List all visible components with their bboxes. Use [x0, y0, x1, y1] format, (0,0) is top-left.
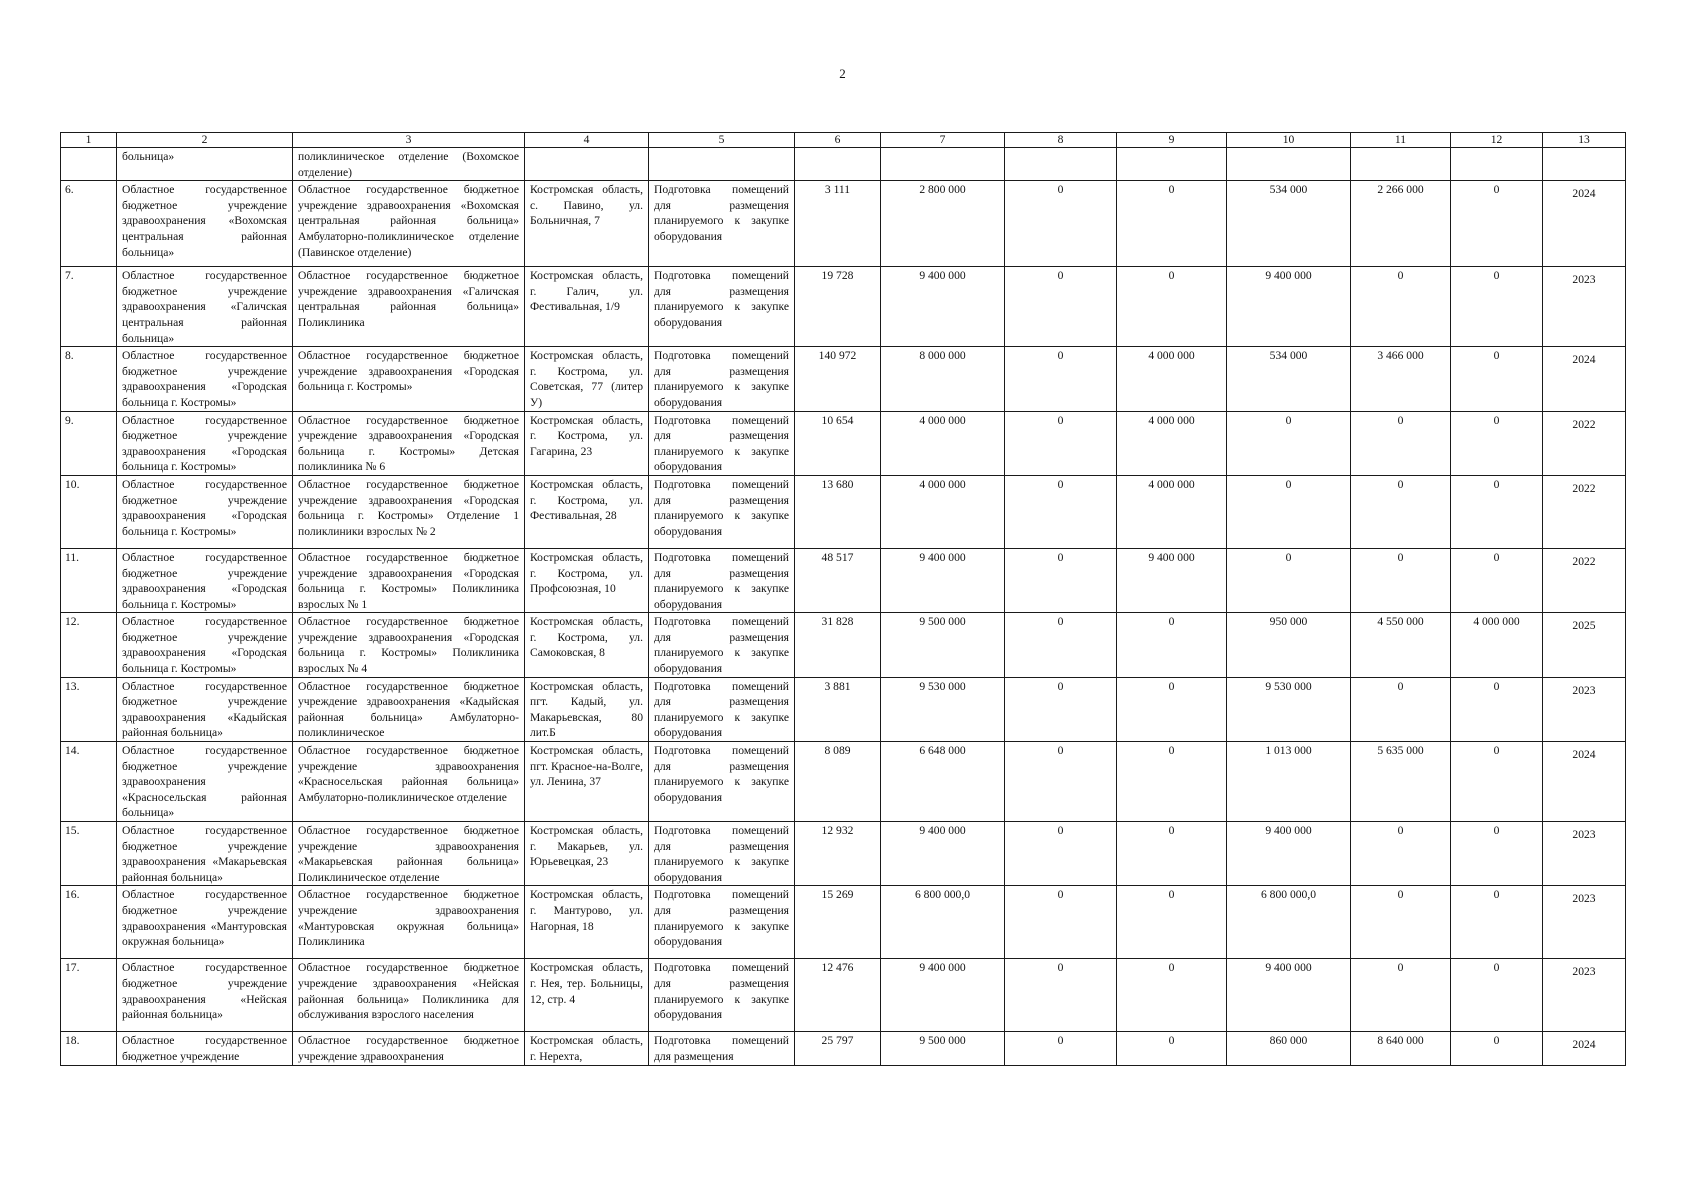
- completion-year-text: 2023: [1572, 273, 1596, 287]
- area-value: 13 680: [795, 475, 881, 548]
- facility-name: Областное государственное бюджетное учреждение здравоохранения «Мантуровская окружная больница» Поликлиника: [293, 886, 525, 959]
- completion-year-text: 2023: [1572, 965, 1596, 979]
- funding-col-9: 4 000 000: [1117, 475, 1227, 548]
- completion-year: [1543, 411, 1626, 475]
- row-number: 15.: [61, 822, 117, 886]
- funding-col-11: 0: [1351, 822, 1451, 886]
- funding-col-12: 0: [1451, 411, 1543, 475]
- table-row: [61, 548, 1626, 612]
- institution-name: Областное государственное бюджетное учреждение здравоохранения «Нейская районная больница»: [117, 959, 293, 1032]
- facility-address: Костромская область, г. Нея, тер. Больницы, 12, стр. 4: [525, 959, 649, 1032]
- funding-col-11: [1351, 148, 1451, 181]
- funding-col-12: 0: [1451, 548, 1543, 612]
- completion-year-text: 2022: [1572, 417, 1596, 431]
- completion-year-text: 2024: [1572, 187, 1596, 201]
- funding-col-11: 2 266 000: [1351, 181, 1451, 267]
- institution-name: Областное государственное бюджетное учреждение: [117, 1032, 293, 1065]
- work-purpose: Подготовка помещений для размещения планируемого к закупке оборудования: [649, 267, 795, 347]
- facility-address: Костромская область, г. Кострома, ул. Самоковская, 8: [525, 613, 649, 677]
- completion-year: [1543, 613, 1626, 677]
- funding-col-10: 0: [1227, 475, 1351, 548]
- completion-year: [1543, 1032, 1626, 1065]
- row-number: 11.: [61, 548, 117, 612]
- table-row: [61, 822, 1626, 886]
- row-number: 16.: [61, 886, 117, 959]
- work-purpose: Подготовка помещений для размещения планируемого к закупке оборудования: [649, 613, 795, 677]
- column-header: 8: [1005, 133, 1117, 148]
- facility-address: Костромская область, с. Павино, ул. Больничная, 7: [525, 181, 649, 267]
- funding-col-10: 9 530 000: [1227, 677, 1351, 741]
- row-number: 9.: [61, 411, 117, 475]
- table-row: [61, 886, 1626, 959]
- work-purpose: Подготовка помещений для размещения планируемого к закупке оборудования: [649, 822, 795, 886]
- funding-col-10: 534 000: [1227, 181, 1351, 267]
- column-header: 13: [1543, 133, 1626, 148]
- funding-col-9: 0: [1117, 742, 1227, 822]
- facility-address: Костромская область, г. Кострома, ул. Профсоюзная, 10: [525, 548, 649, 612]
- funding-col-10: 6 800 000,0: [1227, 886, 1351, 959]
- area-value: 12 932: [795, 822, 881, 886]
- completion-year-text: 2023: [1572, 828, 1596, 841]
- work-purpose: Подготовка помещений для размещения планируемого к закупке оборудования: [649, 677, 795, 741]
- facility-name: поликлиническое отделение (Вохомское отделение): [293, 148, 525, 181]
- funding-col-11: 3 466 000: [1351, 347, 1451, 411]
- funding-col-9: 9 400 000: [1117, 548, 1227, 612]
- total-cost: [881, 148, 1005, 181]
- work-purpose: Подготовка помещений для размещения планируемого к закупке оборудования: [649, 347, 795, 411]
- completion-year: [1543, 677, 1626, 741]
- completion-year: [1543, 475, 1626, 548]
- row-number: 6.: [61, 181, 117, 267]
- funding-col-9: 0: [1117, 181, 1227, 267]
- funding-col-9: 0: [1117, 267, 1227, 347]
- funding-col-11: 4 550 000: [1351, 613, 1451, 677]
- area-value: 15 269: [795, 886, 881, 959]
- table-row: [61, 475, 1626, 548]
- funding-col-12: 0: [1451, 959, 1543, 1032]
- completion-year-text: 2023: [1572, 683, 1596, 697]
- funding-col-11: 0: [1351, 548, 1451, 612]
- funding-col-12: 0: [1451, 886, 1543, 959]
- table-row: [61, 148, 1626, 181]
- institution-name: больница»: [117, 148, 293, 181]
- area-value: 31 828: [795, 613, 881, 677]
- column-header: 9: [1117, 133, 1227, 148]
- completion-year-text: 2025: [1572, 619, 1596, 633]
- work-purpose: Подготовка помещений для размещения планируемого к закупке оборудования: [649, 181, 795, 267]
- work-purpose: Подготовка помещений для размещения планируемого к закупке оборудования: [649, 959, 795, 1032]
- institution-name: Областное государственное бюджетное учреждение здравоохранения «Городская больница г. Костромы»: [117, 411, 293, 475]
- completion-year-text: 2024: [1572, 748, 1596, 762]
- facility-address: Костромская область, пгт. Кадый, ул. Макарьевская, 80 лит.Б: [525, 677, 649, 741]
- funding-col-8: 0: [1005, 822, 1117, 886]
- area-value: 19 728: [795, 267, 881, 347]
- facility-address: [525, 148, 649, 181]
- institution-name: Областное государственное бюджетное учреждение здравоохранения «Вохомская центральная районная больница»: [117, 181, 293, 267]
- facility-address: Костромская область, г. Мантурово, ул. Нагорная, 18: [525, 886, 649, 959]
- row-number: [61, 148, 117, 181]
- facility-name: Областное государственное бюджетное учреждение здравоохранения «Вохомская центральная районная больница» Амбулаторно-поликлиническое отделение (Павинское отделение): [293, 181, 525, 267]
- total-cost: 8 000 000: [881, 347, 1005, 411]
- completion-year: [1543, 148, 1626, 181]
- total-cost: 9 400 000: [881, 548, 1005, 612]
- institution-name: Областное государственное бюджетное учреждение здравоохранения «Мантуровская окружная больница»: [117, 886, 293, 959]
- table-row: [61, 959, 1626, 1032]
- funding-col-10: 860 000: [1227, 1032, 1351, 1065]
- facility-name: Областное государственное бюджетное учреждение здравоохранения «Городская больница г. Костромы»: [293, 347, 525, 411]
- institution-name: Областное государственное бюджетное учреждение здравоохранения «Кадыйская районная больница»: [117, 677, 293, 741]
- completion-year-text: 2024: [1572, 1038, 1596, 1052]
- funding-col-10: [1227, 148, 1351, 181]
- facility-address: Костромская область, г. Галич, ул. Фестивальная, 1/9: [525, 267, 649, 347]
- column-header: 10: [1227, 133, 1351, 148]
- area-value: 3 111: [795, 181, 881, 267]
- area-value: [795, 148, 881, 181]
- total-cost: 9 500 000: [881, 613, 1005, 677]
- completion-year: [1543, 181, 1626, 267]
- funding-col-10: 9 400 000: [1227, 959, 1351, 1032]
- institution-name: Областное государственное бюджетное учреждение здравоохранения «Макарьевская районная больница»: [117, 822, 293, 886]
- column-header: 2: [117, 133, 293, 148]
- funding-col-9: [1117, 148, 1227, 181]
- work-purpose: Подготовка помещений для размещения планируемого к закупке оборудования: [649, 411, 795, 475]
- institution-name: Областное государственное бюджетное учреждение здравоохранения «Городская больница г. Костромы»: [117, 475, 293, 548]
- row-number: 14.: [61, 742, 117, 822]
- funding-col-10: 534 000: [1227, 347, 1351, 411]
- facility-name: Областное государственное бюджетное учреждение здравоохранения «Городская больница г. Костромы» Поликлиника взрослых № 4: [293, 613, 525, 677]
- total-cost: 9 400 000: [881, 959, 1005, 1032]
- funding-col-10: 9 400 000: [1227, 822, 1351, 886]
- row-number: 8.: [61, 347, 117, 411]
- facility-address: Костромская область, г. Кострома, ул. Гагарина, 23: [525, 411, 649, 475]
- row-number: 7.: [61, 267, 117, 347]
- table-row: [61, 1032, 1626, 1065]
- row-number: 13.: [61, 677, 117, 741]
- column-header: 11: [1351, 133, 1451, 148]
- row-number: 12.: [61, 613, 117, 677]
- funding-col-11: 0: [1351, 886, 1451, 959]
- funding-col-11: 0: [1351, 411, 1451, 475]
- funding-col-11: 0: [1351, 959, 1451, 1032]
- total-cost: 6 648 000: [881, 742, 1005, 822]
- work-purpose: Подготовка помещений для размещения планируемого к закупке оборудования: [649, 548, 795, 612]
- funding-col-12: [1451, 148, 1543, 181]
- funding-col-10: 0: [1227, 548, 1351, 612]
- area-value: 10 654: [795, 411, 881, 475]
- funding-col-8: 0: [1005, 475, 1117, 548]
- table-row: [61, 267, 1626, 347]
- funding-col-11: 8 640 000: [1351, 1032, 1451, 1065]
- column-header: 5: [649, 133, 795, 148]
- funding-col-12: 0: [1451, 822, 1543, 886]
- institution-name: Областное государственное бюджетное учреждение здравоохранения «Городская больница г. Костромы»: [117, 347, 293, 411]
- funding-col-11: 0: [1351, 267, 1451, 347]
- facility-name: Областное государственное бюджетное учреждение здравоохранения «Красносельская районная больница» Амбулаторно-поликлиническое отделение: [293, 742, 525, 822]
- area-value: 140 972: [795, 347, 881, 411]
- table-row: [61, 347, 1626, 411]
- funding-col-12: 0: [1451, 475, 1543, 548]
- investment-table: [60, 132, 1626, 1066]
- funding-col-11: 0: [1351, 475, 1451, 548]
- work-purpose: Подготовка помещений для размещения планируемого к закупке оборудования: [649, 886, 795, 959]
- facility-name: Областное государственное бюджетное учреждение здравоохранения «Городская больница г. Костромы» Детская поликлиника № 6: [293, 411, 525, 475]
- completion-year: [1543, 742, 1626, 822]
- column-header: 12: [1451, 133, 1543, 148]
- funding-col-10: 0: [1227, 411, 1351, 475]
- facility-name: Областное государственное бюджетное учреждение здравоохранения «Городская больница г. Костромы» Отделение 1 поликлиники взрослых № 2: [293, 475, 525, 548]
- column-header: 6: [795, 133, 881, 148]
- funding-col-9: 4 000 000: [1117, 347, 1227, 411]
- facility-address: Костромская область, г. Кострома, ул. Фестивальная, 28: [525, 475, 649, 548]
- work-purpose: [649, 148, 795, 181]
- facility-address: Костромская область, г. Нерехта,: [525, 1032, 649, 1065]
- funding-col-8: 0: [1005, 959, 1117, 1032]
- table-row: [61, 677, 1626, 741]
- funding-col-8: 0: [1005, 411, 1117, 475]
- funding-col-9: 0: [1117, 959, 1227, 1032]
- page-number: 2: [839, 66, 846, 81]
- funding-col-12: 0: [1451, 677, 1543, 741]
- funding-col-8: 0: [1005, 1032, 1117, 1065]
- funding-col-8: 0: [1005, 181, 1117, 267]
- funding-col-8: 0: [1005, 677, 1117, 741]
- funding-col-10: 1 013 000: [1227, 742, 1351, 822]
- work-purpose: Подготовка помещений для размещения планируемого к закупке оборудования: [649, 475, 795, 548]
- total-cost: 6 800 000,0: [881, 886, 1005, 959]
- area-value: 3 881: [795, 677, 881, 741]
- facility-name: Областное государственное бюджетное учреждение здравоохранения «Кадыйская районная больница» Амбулаторно-поликлиническое: [293, 677, 525, 741]
- institution-name: Областное государственное бюджетное учреждение здравоохранения «Галичская центральная районная больница»: [117, 267, 293, 347]
- work-purpose: Подготовка помещений для размещения: [649, 1032, 795, 1065]
- funding-col-8: 0: [1005, 347, 1117, 411]
- completion-year: [1543, 886, 1626, 959]
- table-row: [61, 411, 1626, 475]
- funding-col-12: 0: [1451, 742, 1543, 822]
- column-header: 7: [881, 133, 1005, 148]
- row-number: 18.: [61, 1032, 117, 1065]
- total-cost: 9 400 000: [881, 267, 1005, 347]
- completion-year-text: 2024: [1572, 353, 1596, 367]
- funding-col-11: 0: [1351, 677, 1451, 741]
- funding-col-8: 0: [1005, 742, 1117, 822]
- area-value: 12 476: [795, 959, 881, 1032]
- funding-col-9: 0: [1117, 886, 1227, 959]
- funding-col-12: 0: [1451, 347, 1543, 411]
- table-row: [61, 181, 1626, 267]
- column-header: 1: [61, 133, 117, 148]
- total-cost: 4 000 000: [881, 411, 1005, 475]
- completion-year-text: 2022: [1572, 481, 1596, 495]
- row-number: 10.: [61, 475, 117, 548]
- total-cost: 4 000 000: [881, 475, 1005, 548]
- column-header: 3: [293, 133, 525, 148]
- table-row: [61, 742, 1626, 822]
- funding-col-8: 0: [1005, 886, 1117, 959]
- area-value: 48 517: [795, 548, 881, 612]
- completion-year: [1543, 267, 1626, 347]
- funding-col-10: 950 000: [1227, 613, 1351, 677]
- institution-name: Областное государственное бюджетное учреждение здравоохранения «Городская больница г. Костромы»: [117, 613, 293, 677]
- facility-name: Областное государственное бюджетное учреждение здравоохранения: [293, 1032, 525, 1065]
- completion-year-text: 2022: [1572, 554, 1596, 568]
- completion-year-text: 2023: [1572, 892, 1596, 906]
- total-cost: 9 500 000: [881, 1032, 1005, 1065]
- row-number: 17.: [61, 959, 117, 1032]
- funding-col-12: 0: [1451, 1032, 1543, 1065]
- table-row: [61, 613, 1626, 677]
- total-cost: 2 800 000: [881, 181, 1005, 267]
- completion-year: [1543, 959, 1626, 1032]
- facility-name: Областное государственное бюджетное учреждение здравоохранения «Макарьевская районная больница» Поликлиническое отделение: [293, 822, 525, 886]
- funding-col-10: 9 400 000: [1227, 267, 1351, 347]
- facility-address: Костромская область, г. Макарьев, ул. Юрьевецкая, 23: [525, 822, 649, 886]
- funding-col-12: 0: [1451, 267, 1543, 347]
- funding-col-9: 4 000 000: [1117, 411, 1227, 475]
- funding-col-9: 0: [1117, 677, 1227, 741]
- completion-year: [1543, 548, 1626, 612]
- institution-name: Областное государственное бюджетное учреждение здравоохранения «Городская больница г. Костромы»: [117, 548, 293, 612]
- column-number-row: [61, 133, 1626, 148]
- funding-col-8: 0: [1005, 613, 1117, 677]
- funding-col-8: [1005, 148, 1117, 181]
- funding-col-9: 0: [1117, 613, 1227, 677]
- funding-col-9: 0: [1117, 1032, 1227, 1065]
- funding-col-12: 0: [1451, 181, 1543, 267]
- funding-col-11: 5 635 000: [1351, 742, 1451, 822]
- facility-name: Областное государственное бюджетное учреждение здравоохранения «Галичская центральная районная больница» Поликлиника: [293, 267, 525, 347]
- total-cost: 9 400 000: [881, 822, 1005, 886]
- area-value: 8 089: [795, 742, 881, 822]
- funding-col-8: 0: [1005, 267, 1117, 347]
- facility-address: Костромская область, пгт. Красное-на-Волге, ул. Ленина, 37: [525, 742, 649, 822]
- area-value: 25 797: [795, 1032, 881, 1065]
- column-header: 4: [525, 133, 649, 148]
- funding-col-9: 0: [1117, 822, 1227, 886]
- completion-year: [1543, 347, 1626, 411]
- completion-year: [1543, 822, 1626, 886]
- facility-address: Костромская область, г. Кострома, ул. Советская, 77 (литер У): [525, 347, 649, 411]
- facility-name: Областное государственное бюджетное учреждение здравоохранения «Городская больница г. Костромы» Поликлиника взрослых № 1: [293, 548, 525, 612]
- total-cost: 9 530 000: [881, 677, 1005, 741]
- funding-col-12: 4 000 000: [1451, 613, 1543, 677]
- funding-col-8: 0: [1005, 548, 1117, 612]
- facility-name: Областное государственное бюджетное учреждение здравоохранения «Нейская районная больница» Поликлиника для обслуживания взрослого населения: [293, 959, 525, 1032]
- work-purpose: Подготовка помещений для размещения планируемого к закупке оборудования: [649, 742, 795, 822]
- institution-name: Областное государственное бюджетное учреждение здравоохранения «Красносельская районная больница»: [117, 742, 293, 822]
